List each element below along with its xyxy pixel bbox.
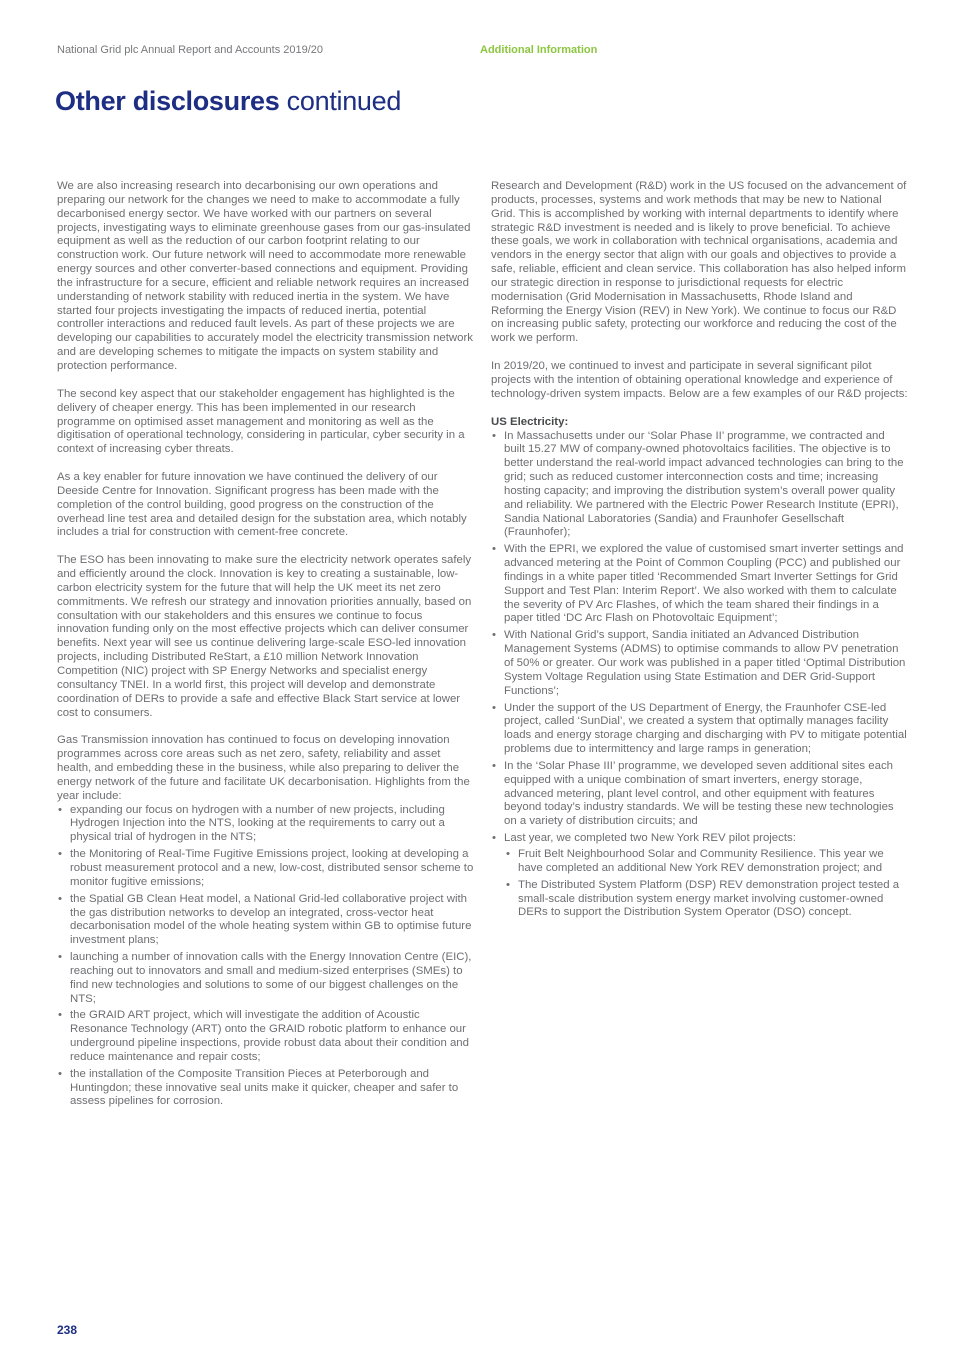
- list-item: [57, 893, 474, 948]
- list-item-text: Under the support of the US Department of Energy, the Fraunhofer CSE-led project, called ‘SunDial’, we created a system that optimally manages facility loads and energy storage charging and discharging with PV to mitigate potential problems due to intermittency and large ramps in generation;: [504, 701, 907, 756]
- sub-list-item: [505, 848, 908, 876]
- bullet-list: [491, 430, 908, 924]
- sub-list-item: [505, 879, 908, 921]
- bullet-icon: •: [506, 847, 510, 860]
- bullet-icon: •: [492, 629, 496, 642]
- page-title: [55, 86, 401, 117]
- bullet-icon: •: [58, 951, 62, 964]
- bullet-list: [57, 804, 474, 1110]
- paragraph: The second key aspect that our stakeholder engagement has highlighted is the delivery of cheaper energy. This has been implemented in our research programme on optimised asset management and monitoring as well as the digitisation of operational technology, considering in particular, cyber security in a context of increasing cyber threats.: [57, 387, 465, 456]
- list-item: [491, 543, 908, 626]
- bullet-icon: •: [492, 429, 496, 442]
- list-item-text: In Massachusetts under our ‘Solar Phase II’ programme, we contracted and built 15.27 MW of company-owned photovoltaics facilities. The objective is to better understand the real-world impact advanced technologies can bring to the grid; such as reduced customer interconnection costs and time; increasing hosting capacity; and improving the distribution system’s overall power quality and reliability. We partnered with the Electric Power Research Institute (EPRI), Sandia National Laboratories (Sandia) and Fraunhofer Gesellschaft (Fraunhofer);: [504, 429, 904, 539]
- list-item-text: Last year, we completed two New York REV pilot projects:: [504, 832, 796, 845]
- list-item-text: the installation of the Composite Transition Pieces at Peterborough and Huntingdon; these innovative seal units make it quicker, cheaper and safer to assess pipelines for corrosion.: [70, 1067, 459, 1108]
- sub-list-item-text: Fruit Belt Neighbourhood Solar and Community Resilience. This year we have completed an additional New York REV demonstration project; and: [518, 847, 884, 874]
- list-item-text: the Monitoring of Real-Time Fugitive Emissions project, looking at developing a robust measurement protocol and a new, low-cost, distributed sensor scheme to monitor fugitive emissions;: [70, 848, 474, 888]
- list-item: [57, 951, 474, 1006]
- content-columns: [57, 180, 908, 1109]
- paragraph: In 2019/20, we continued to invest and participate in several significant pilot projects with the intention of obtaining operational knowledge and experience of technology-driven system impacts. Below are a few examples of our R&D projects:: [491, 360, 908, 400]
- list-item: [57, 848, 474, 890]
- list-item: [491, 832, 908, 923]
- list-item: [57, 1068, 474, 1110]
- bullet-icon: •: [492, 701, 496, 714]
- page-title-main: Other disclosures: [55, 86, 280, 117]
- paragraph: We are also increasing research into decarbonising our own operations and preparing our network for the changes we need to make to accommodate a fully decarbonised energy sector. We have worked with our partners on several projects, investigating ways to eliminate greenhouse gases from our gas-insulated equipment as well as the reduction of our carbon footprint relating to our construction work. Our future network will need to accommodate more renewable energy sources and other converter-based connections and equipment. Providing the infrastructure for a secure, efficient and reliable network requires an increased understanding of network stability with reduced inertia in the system. We have started four projects investigating the impacts of reduced inertia, potential controller interactions and reduced fault levels. As part of these projects we are developing our capabilities to accurately model the electricity transmission network and are developing schemes to mitigate the impacts on system stability and protection performance.: [57, 180, 473, 372]
- subheading-us-electricity: US Electricity:: [491, 415, 569, 428]
- list-item-text: With National Grid’s support, Sandia initiated an Advanced Distribution Management Systems (ADMS) to optimise commands to allow PV penetration of 50% or greater. Our work was published in a paper titled ‘Optimal Distribution System Voltage Regulation using State Estimation and DER Grid-Support Functions’;: [504, 629, 906, 697]
- list-item: [57, 1009, 474, 1064]
- right-column: [491, 180, 908, 1109]
- paragraph: Gas Transmission innovation has continued to focus on developing innovation programmes across core areas such as net zero, safety, reliability and asset health, and embedding these in the business, while also preparing to deliver the energy network of the future and facilitate UK decarbonisation. Highlights from the year include:: [57, 734, 470, 802]
- sub-bullet-list: [504, 848, 908, 920]
- bullet-icon: •: [58, 1009, 62, 1022]
- list-item-text: With the EPRI, we explored the value of customised smart inverter settings and advanced metering at the Point of Common Coupling (PCC) and published our findings in a white paper titled ‘Recommended Smart Inverter Settings for Grid Support and Test Plan: Interim Report’. We also worked with them to calculate the severity of PV Arc Flashes, of which the team shared their findings in a paper titled ‘DC Arc Flash on Photovoltaic Equipment’;: [504, 543, 904, 625]
- page-title-suffix: continued: [279, 86, 402, 117]
- bullet-icon: •: [492, 759, 496, 772]
- list-item-body: [504, 832, 908, 923]
- bullet-icon: •: [492, 832, 496, 845]
- paragraph: Research and Development (R&D) work in the US focused on the advancement of products, processes, systems and work methods that may be new to National Grid. This is accomplished by working with internal departments to identify where strategic R&D investment is needed and is likely to prove beneficial. To achieve these goals, we work in collaboration with technical organisations, academia and vendors in the energy sector that align with our goals and objectives to provide a safe, reliable, efficient and clean service. This collaboration has also helped inform our strategic direction in response to jurisdictional requests for electric modernisation (Grid Modernisation in Massachusetts, Rhode Island and Reforming the Energy Vision (REV) in New York). We continue to focus our R&D on increasing public safety, protecting our workforce and reducing the cost of the work we perform.: [491, 180, 907, 345]
- sub-list-item-text: The Distributed System Platform (DSP) REV demonstration project tested a small-scale distribution system energy market involving customer-owned DERs to support the Distribution System Operator (DSO) concept.: [518, 878, 900, 919]
- list-item: [491, 702, 908, 757]
- report-header-title: National Grid plc Annual Report and Accounts 2019/20: [57, 44, 324, 56]
- left-column: [57, 180, 474, 1109]
- list-item: [491, 629, 908, 698]
- list-item-text: launching a number of innovation calls with the Energy Innovation Centre (EIC), reaching out to innovators and small and medium-sized enterprises (SMEs) to find new technologies and solutions to some of our biggest challenges on the NTS;: [70, 951, 472, 1005]
- section-label: Additional Information: [480, 44, 598, 56]
- bullet-icon: •: [58, 1067, 62, 1080]
- paragraph: As a key enabler for future innovation we have continued the delivery of our Deeside Centre for Innovation. Significant progress has been made with the completion of the control building, good progress on the construction of the overhead line test area and detailed design for the substation area, which notably includes a trial for construction with cement-free concrete.: [57, 471, 467, 539]
- list-item: [491, 760, 908, 829]
- list-item-text: In the ‘Solar Phase III’ programme, we developed seven additional sites each equipped with a unique combination of smart inverters, energy storage, advanced metering, plant level control, and other equipment with features beyond today’s industry standards. We will be testing these new technologies on a variety of distribution circuits; and: [504, 759, 894, 828]
- list-item-text: the Spatial GB Clean Heat model, a National Grid-led collaborative project with the gas distribution networks to develop an integrated, cross-vector heat decarbonisation model of the whole heating system within GB to optimise future investment plans;: [70, 892, 472, 947]
- paragraph: The ESO has been innovating to make sure the electricity network operates safely and efficiently around the clock. Innovation is key to creating a sustainable, low-carbon electricity system for the future that will help the UK meet its net zero commitments. We refresh our strategy and innovation priorities annually, based on consultation with our stakeholders and this ensures we continue to focus innovation funding only on the most effective projects which can deliver consumer benefits. Next year will see us continue delivering large-scale ESO-led innovation projects, including Distributed ReStart, a £10 million Network Innovation Competition (NIC) project with SP Energy Networks and specialist energy consultancy TNEI. In a world first, this project will develop and demonstrate coordination of DERs to provide a safe and effective Black Start service at lower cost to consumers.: [57, 554, 472, 719]
- list-item-text: expanding our focus on hydrogen with a number of new projects, including Hydrogen Injection into the NTS, looking at the requirements to carry out a physical trial of hydrogen in the NTS;: [70, 803, 445, 844]
- bullet-icon: •: [58, 803, 62, 816]
- list-item: [491, 430, 908, 541]
- list-item-text: the GRAID ART project, which will investigate the addition of Acoustic Resonance Technology (ART) onto the GRAID robotic platform to enhance our underground pipeline inspections, provide robust data about their condition and reduce maintenance and repair costs;: [70, 1009, 469, 1063]
- bullet-icon: •: [492, 543, 496, 556]
- bullet-icon: •: [58, 892, 62, 905]
- spacer: [491, 402, 908, 416]
- list-item: [57, 804, 474, 846]
- bullet-icon: •: [506, 878, 510, 891]
- bullet-icon: •: [58, 848, 62, 861]
- page-number: 238: [57, 1323, 78, 1337]
